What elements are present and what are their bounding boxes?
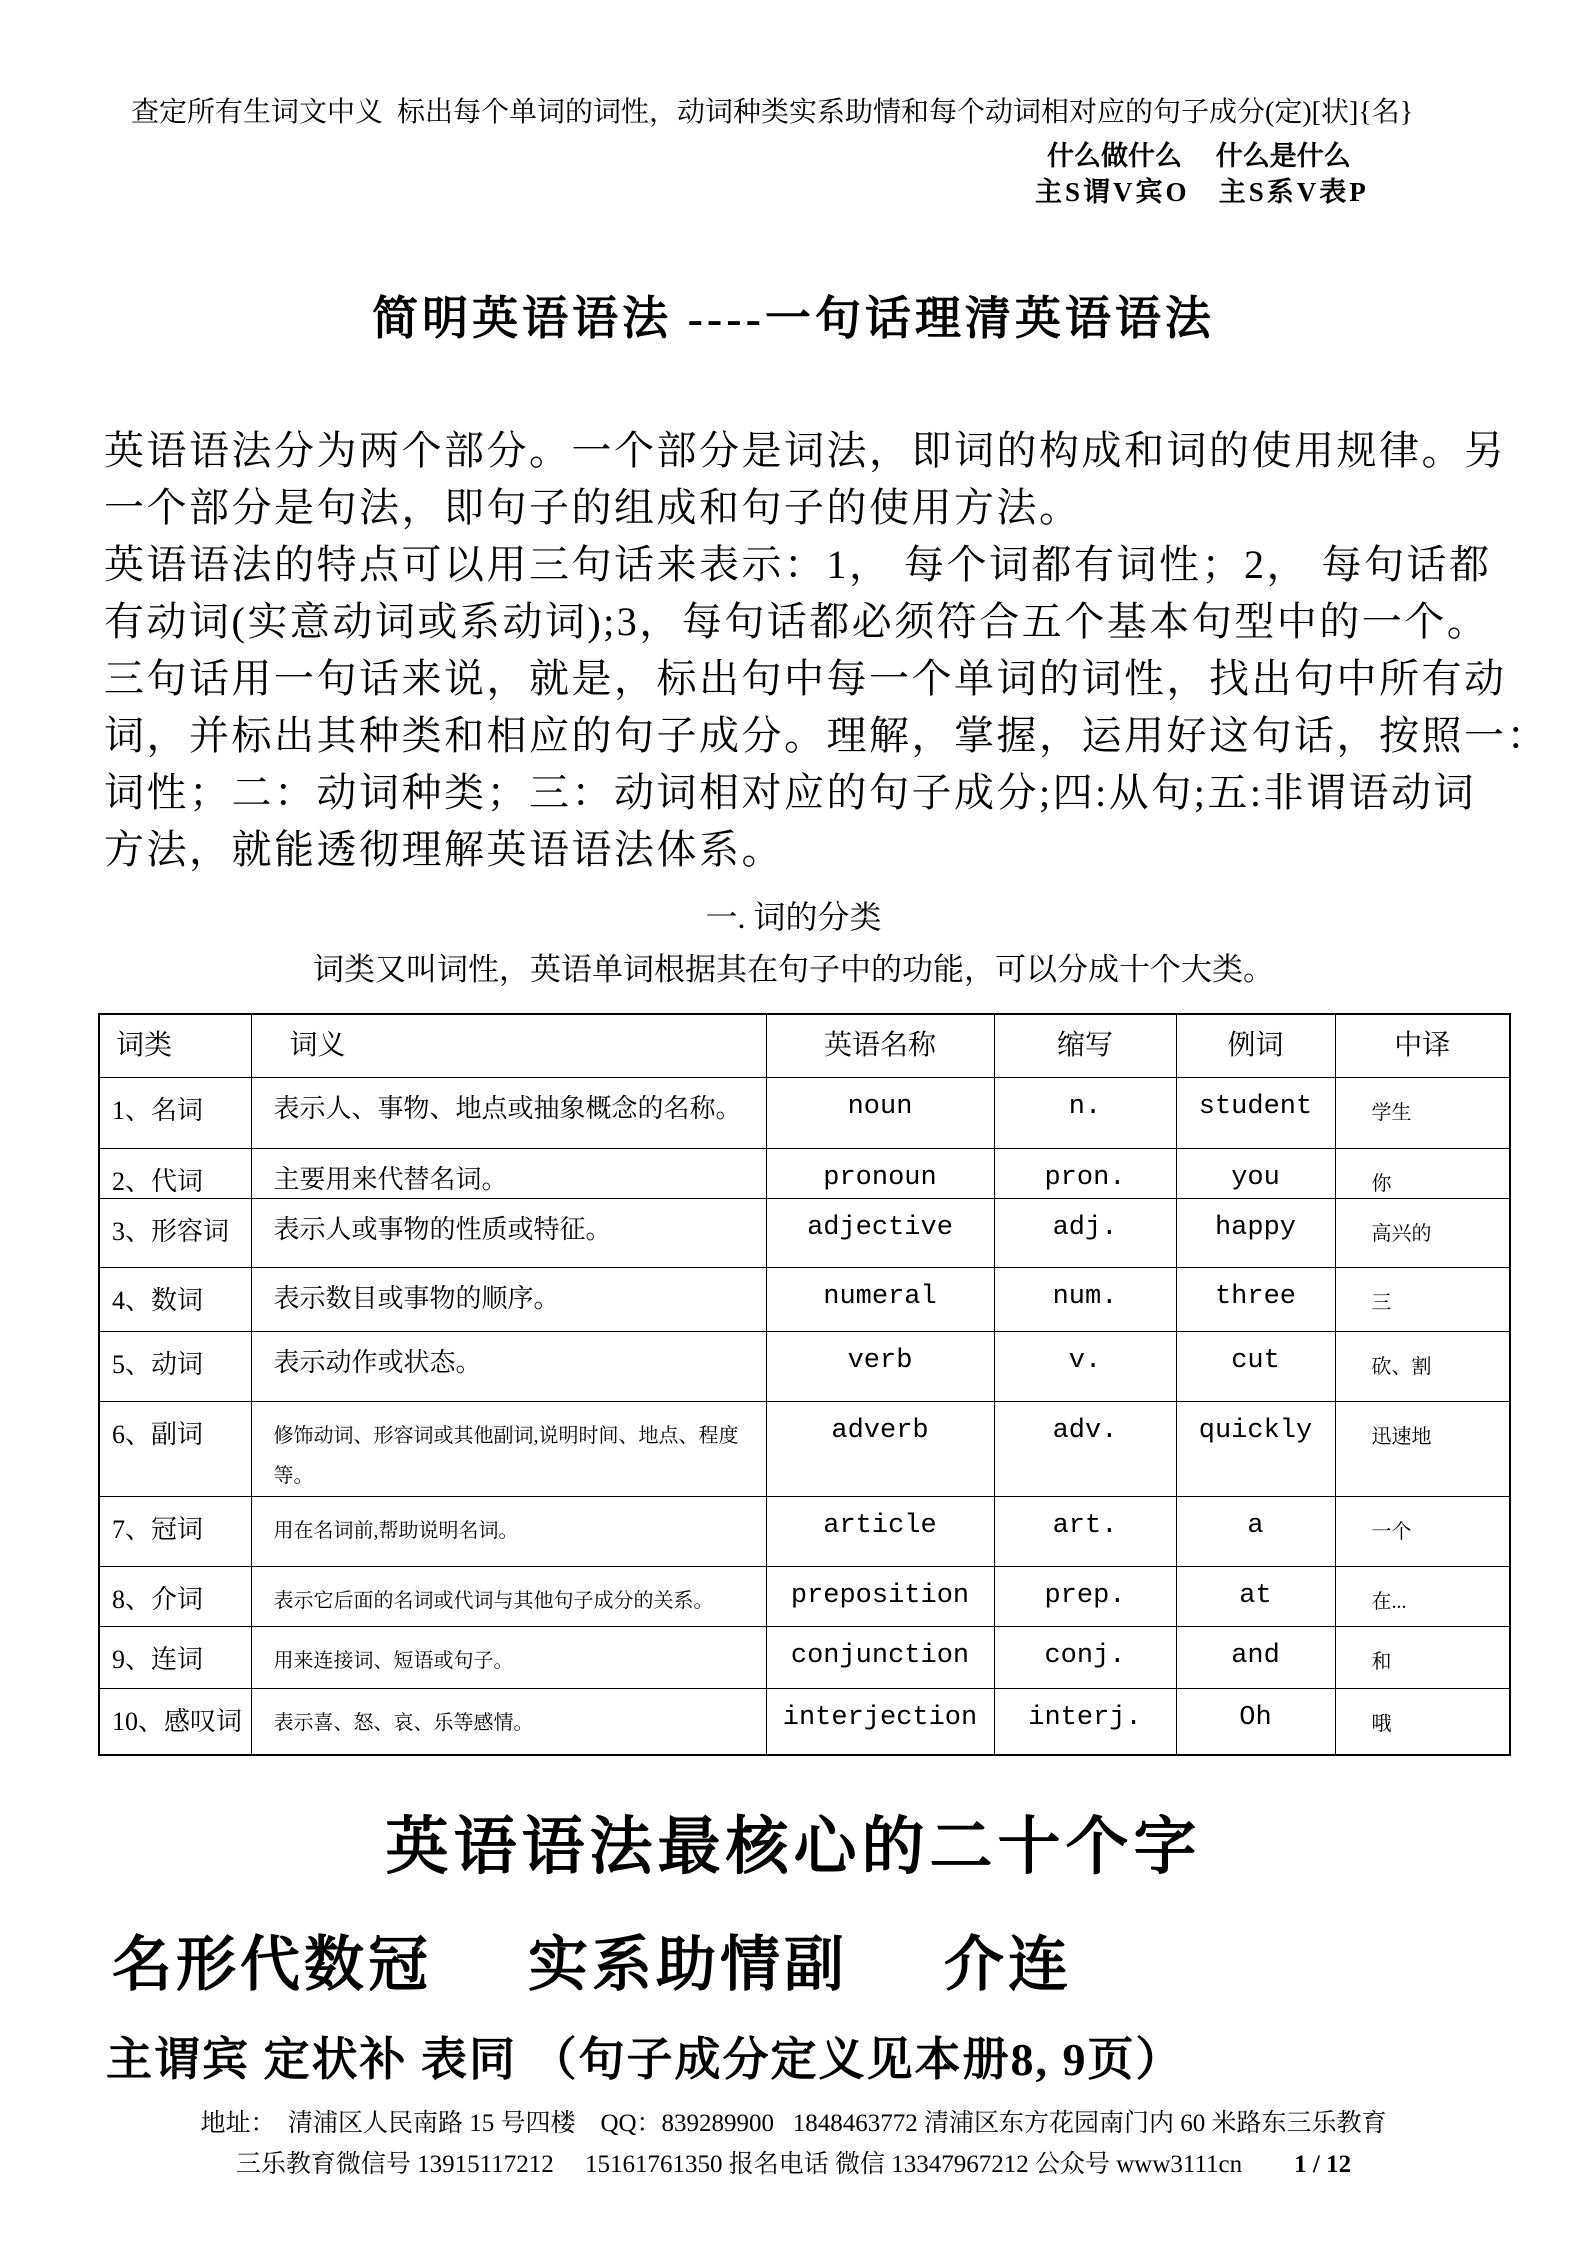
cell-abbreviation: pron. (994, 1148, 1176, 1198)
cell-meaning: 用在名词前,帮助说明名词。 (251, 1496, 766, 1566)
cell-translation: 一个 (1335, 1496, 1510, 1566)
cell-translation: 砍、割 (1335, 1331, 1510, 1401)
intro-line: 有动词(实意动词或系动词);3，每句话都必须符合五个基本句型中的一个。 (104, 599, 1490, 644)
row-preposition (99, 1566, 1510, 1626)
row-adverb (99, 1401, 1510, 1496)
annotation-line-2: 什么做什么 什么是什么 (1047, 141, 1351, 171)
col-header-meaning: 词义 (251, 1014, 766, 1077)
cell-word-class: 6、副词 (99, 1401, 251, 1496)
row-article (99, 1496, 1510, 1566)
row-conjunction (99, 1626, 1510, 1688)
cell-translation: 和 (1335, 1626, 1510, 1688)
row-adjective (99, 1198, 1510, 1267)
col-header-abbreviation: 缩写 (994, 1014, 1176, 1077)
footer-contact-text: 三乐教育微信号 13915117212 15161761350 报名电话 微信 13347967212 公众号 www3111cn (235, 2151, 1243, 2178)
cell-example: student (1176, 1077, 1335, 1148)
cell-abbreviation: n. (994, 1077, 1176, 1148)
cell-meaning: 修饰动词、形容词或其他副词,说明时间、地点、程度等。 (251, 1401, 766, 1496)
row-noun (99, 1077, 1510, 1148)
footer-contact-line (0, 2144, 1587, 2180)
cell-meaning: 表示喜、怒、哀、乐等感情。 (251, 1688, 766, 1755)
cell-abbreviation: conj. (994, 1626, 1176, 1688)
core-title: 英语语法最核心的二十个字 (385, 1812, 1202, 1882)
cell-translation: 迅速地 (1335, 1401, 1510, 1496)
cell-word-class: 2、代词 (99, 1148, 251, 1198)
section-heading: 一. 词的分类 (705, 899, 882, 935)
table-header-row (99, 1014, 1510, 1077)
cell-english-name: verb (766, 1331, 994, 1401)
cell-english-name: preposition (766, 1566, 994, 1626)
cell-translation: 你 (1335, 1148, 1510, 1198)
cell-english-name: article (766, 1496, 994, 1566)
row-pronoun (99, 1148, 1510, 1198)
row-interjection (99, 1688, 1510, 1755)
cell-meaning: 表示动作或状态。 (251, 1331, 766, 1401)
cell-word-class: 5、动词 (99, 1331, 251, 1401)
cell-example: quickly (1176, 1401, 1335, 1496)
cell-example: happy (1176, 1198, 1335, 1267)
core-word-group: 介连 (944, 1932, 1072, 1998)
core-words-line (112, 1917, 1587, 2003)
cell-meaning: 表示它后面的名词或代词与其他句子成分的关系。 (251, 1566, 766, 1626)
parts-of-speech-table (98, 1013, 1511, 1756)
cell-word-class: 10、感叹词 (99, 1688, 251, 1755)
cell-translation: 学生 (1335, 1077, 1510, 1148)
core-word-group: 名形代数冠 (112, 1932, 432, 1998)
annotation-line-3: 主S谓V宾O 主S系V表P (1035, 177, 1369, 207)
intro-line: 词，并标出其种类和相应的句子成分。理解，掌握，运用好这句话，按照一： (104, 713, 1549, 758)
cell-meaning: 主要用来代替名词。 (251, 1148, 766, 1198)
intro-line: 英语语法的特点可以用三句话来表示：1， 每个词都有词性；2， 每句话都 (104, 542, 1492, 587)
document-title: 简明英语语法 ----一句话理清英语语法 (372, 293, 1215, 344)
cell-word-class: 4、数词 (99, 1267, 251, 1331)
cell-example: you (1176, 1148, 1335, 1198)
intro-line: 三句话用一句话来说，就是，标出句中每一个单词的词性，找出句中所有动 (104, 656, 1507, 701)
col-header-example: 例词 (1176, 1014, 1335, 1077)
cell-word-class: 7、冠词 (99, 1496, 251, 1566)
cell-abbreviation: interj. (994, 1688, 1176, 1755)
cell-translation: 哦 (1335, 1688, 1510, 1755)
intro-line: 词性；二：动词种类；三：动词相对应的句子成分;四:从句;五:非谓语动词 (104, 770, 1476, 815)
cell-english-name: interjection (766, 1688, 994, 1755)
cell-example: three (1176, 1267, 1335, 1331)
cell-abbreviation: adj. (994, 1198, 1176, 1267)
cell-meaning: 表示人、事物、地点或抽象概念的名称。 (251, 1077, 766, 1148)
cell-english-name: noun (766, 1077, 994, 1148)
cell-meaning: 用来连接词、短语或句子。 (251, 1626, 766, 1688)
row-verb (99, 1331, 1510, 1401)
cell-word-class: 3、形容词 (99, 1198, 251, 1267)
cell-word-class: 8、介词 (99, 1566, 251, 1626)
cell-meaning: 表示人或事物的性质或特征。 (251, 1198, 766, 1267)
section-subtitle: 词类又叫词性，英语单词根据其在句子中的功能，可以分成十个大类。 (313, 952, 1274, 987)
cell-abbreviation: v. (994, 1331, 1176, 1401)
cell-example: Oh (1176, 1688, 1335, 1755)
annotation-line-1: 查定所有生词文中义 标出每个单词的词性，动词种类实系助情和每个动词相对应的句子成分(定)[状]{名} (131, 97, 1414, 128)
intro-paragraph (104, 422, 1549, 878)
col-header-translation: 中译 (1335, 1014, 1510, 1077)
cell-meaning: 表示数目或事物的顺序。 (251, 1267, 766, 1331)
col-header-word-class: 词类 (99, 1014, 251, 1077)
cell-abbreviation: prep. (994, 1566, 1176, 1626)
sentence-elements-line: 主谓宾 定状补 表同 （句子成分定义见本册8, 9页） (106, 2034, 1184, 2085)
cell-english-name: numeral (766, 1267, 994, 1331)
cell-example: at (1176, 1566, 1335, 1626)
footer (0, 2103, 1587, 2180)
cell-english-name: conjunction (766, 1626, 994, 1688)
cell-word-class: 1、名词 (99, 1077, 251, 1148)
cell-example: a (1176, 1496, 1335, 1566)
cell-example: cut (1176, 1331, 1335, 1401)
page-number: 1 / 12 (1294, 2151, 1352, 2178)
intro-line: 方法，就能透彻理解英语语法体系。 (104, 827, 784, 872)
header-note (131, 96, 1587, 208)
intro-line: 一个部分是句法，即句子的组成和句子的使用方法。 (104, 485, 1082, 530)
cell-translation: 在... (1335, 1566, 1510, 1626)
cell-abbreviation: num. (994, 1267, 1176, 1331)
row-numeral (99, 1267, 1510, 1331)
cell-english-name: adjective (766, 1198, 994, 1267)
cell-english-name: adverb (766, 1401, 994, 1496)
cell-abbreviation: adv. (994, 1401, 1176, 1496)
cell-abbreviation: art. (994, 1496, 1176, 1566)
cell-english-name: pronoun (766, 1148, 994, 1198)
col-header-english-name: 英语名称 (766, 1014, 994, 1077)
cell-translation: 三 (1335, 1267, 1510, 1331)
core-word-group: 实系助情副 (528, 1932, 848, 1998)
cell-word-class: 9、连词 (99, 1626, 251, 1688)
footer-address-line: 地址： 清浦区人民南路 15 号四楼 QQ：839289900 1848463772 清浦区东方花园南门内 60 米路东三乐教育 (200, 2110, 1387, 2137)
cell-example: and (1176, 1626, 1335, 1688)
cell-translation: 高兴的 (1335, 1198, 1510, 1267)
intro-line: 英语语法分为两个部分。一个部分是词法，即词的构成和词的使用规律。另 (104, 428, 1507, 473)
